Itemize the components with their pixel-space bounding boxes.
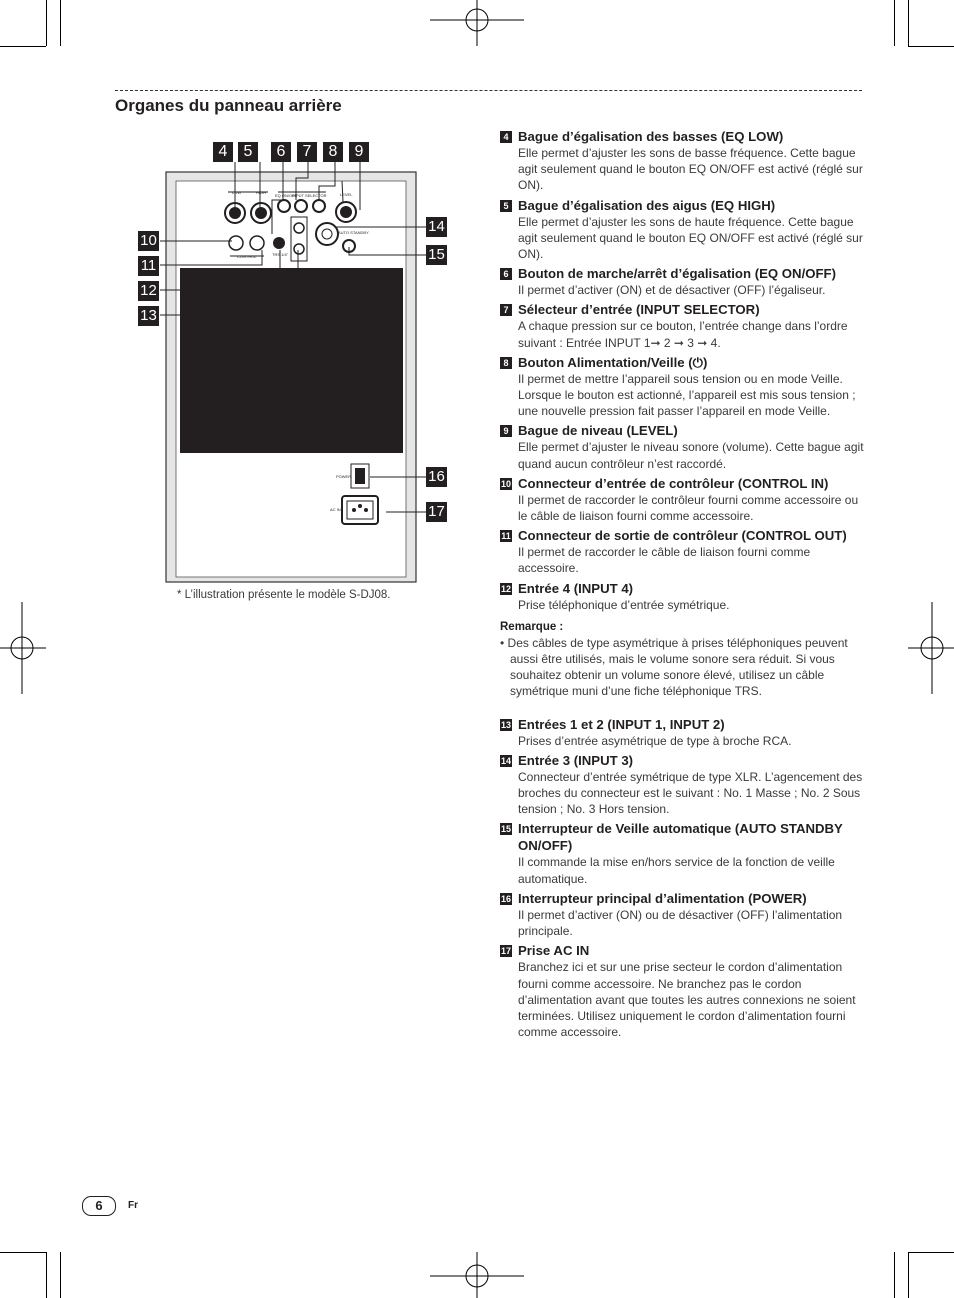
remark-block: [500, 619, 870, 700]
item-title: Prise AC IN: [518, 943, 590, 959]
callout-10: 10: [138, 231, 159, 251]
registration-mark-right: [908, 602, 954, 694]
item-body: Il commande la mise en/hors service de la fonction de veille automatique.: [518, 855, 835, 886]
panel-label-input-selector: INPUT SELECTOR: [292, 193, 327, 198]
panel-label-auto-standby: AUTO STANDBY: [338, 230, 369, 235]
registration-mark-top: [430, 0, 524, 46]
panel-label-low: LOW: [232, 190, 242, 195]
item-number: 7: [500, 304, 512, 316]
item-number: 12: [500, 583, 511, 594]
item-number: 4: [500, 131, 512, 143]
list-item: [500, 942, 870, 1040]
callout-7: 7: [297, 142, 317, 162]
item-title: Bague de niveau (LEVEL): [518, 423, 678, 439]
registration-mark-bottom: [430, 1252, 524, 1298]
callout-12: 12: [138, 281, 159, 301]
item-number: 10: [500, 478, 511, 489]
callout-6: 6: [271, 142, 291, 162]
item-body: Elle permet d’ajuster les sons de haute fréquence. Cette bague agit seulement quand le bouton EQ ON/OFF est activé (réglé sur ON).: [518, 214, 863, 262]
item-title: Bague d’égalisation des basses (EQ LOW): [518, 129, 784, 144]
callout-4: 4: [213, 142, 233, 162]
section-title: Organes du panneau arrière: [115, 96, 342, 115]
item-title: Entrées 1 et 2 (INPUT 1, INPUT 2): [518, 716, 725, 732]
item-title: Bouton Alimentation/Veille (⏻): [518, 354, 708, 370]
item-number: 5: [500, 200, 512, 212]
remark-heading: Remarque :: [500, 620, 564, 633]
list-item: [500, 580, 870, 613]
item-body: Prises d’entrée asymétrique de type à broche RCA.: [518, 733, 792, 748]
list-item: [500, 475, 870, 524]
page-number: 6: [82, 1196, 116, 1216]
item-number: 11: [501, 531, 511, 542]
item-body: Il permet de raccorder le contrôleur fourni comme accessoire ou le câble de liaison fourni comme accessoire.: [518, 492, 859, 524]
item-title: Connecteur d’entrée de contrôleur (CONTROL IN): [518, 475, 829, 491]
section-divider: [115, 90, 862, 91]
item-number: 15: [500, 824, 511, 835]
item-body: Prise téléphonique d’entrée symétrique.: [518, 597, 730, 612]
item-number: 8: [500, 357, 512, 369]
language-code: Fr: [128, 1200, 138, 1211]
list-item: [500, 128, 870, 194]
callout-16: 16: [426, 467, 447, 487]
item-number: 16: [500, 893, 511, 904]
item-body: Connecteur d’entrée symétrique de type XLR. L’agencement des broches du connecteur est le suivant : No. 1 Masse ; No. 2 Sous tension ; No. 3 Hors tension.: [518, 769, 863, 817]
item-body: Il permet de raccorder le câble de liaison fourni comme accessoire.: [518, 545, 811, 576]
registration-mark-left: [0, 602, 46, 694]
list-item: [500, 301, 870, 350]
remark-text: • Des câbles de type asymétrique à prises téléphoniques peuvent aussi être utilisés, mais le volume sonore sera réduit. Si vous souhaitez obtenir un volume sonore élevé, utilisez un câble symétrique muni d’une fiche téléphonique TRS.: [500, 635, 848, 699]
callout-5: 5: [238, 142, 258, 162]
list-item: [500, 265, 870, 298]
illustration-footnote: * L’illustration présente le modèle S-DJ08.: [177, 589, 391, 601]
item-title: Connecteur de sortie de contrôleur (CONTROL OUT): [518, 528, 847, 544]
item-title: Interrupteur principal d’alimentation (POWER): [518, 890, 807, 906]
item-body: Il permet d’activer (ON) ou de désactiver (OFF) l’alimentation principale.: [518, 907, 843, 939]
item-title: Entrée 3 (INPUT 3): [518, 752, 634, 768]
panel-label-control: CONTROL: [237, 254, 257, 259]
item-title: Interrupteur de Veille automatique (AUTO STANDBY ON/OFF): [518, 821, 843, 854]
item-body: A chaque pression sur ce bouton, l’entrée change dans l’ordre suivant : Entrée INPUT 1➞ 2 ➞ 3 ➞ 4.: [518, 319, 848, 350]
list-item: [500, 197, 870, 263]
item-body: Il permet d’activer (ON) et de désactiver (OFF) l’égaliseur.: [518, 283, 826, 298]
panel-label-ac-in: AC IN: [330, 507, 341, 512]
callout-14: 14: [426, 217, 447, 237]
list-item: [500, 354, 870, 420]
list-item: [500, 527, 870, 576]
description-column: [500, 128, 870, 1043]
callout-17: 17: [426, 502, 447, 522]
list-item: [500, 752, 870, 818]
callout-13: 13: [138, 306, 159, 326]
callout-15: 15: [426, 245, 447, 265]
item-body: Il permet de mettre l’appareil sous tension ou en mode Veille. Lorsque le bouton est actionné, l’appareil est mis sous tension ; une nouvelle pression fait passer l’appareil en mode Veille.: [518, 371, 856, 419]
item-title: Entrée 4 (INPUT 4): [518, 580, 634, 596]
callout-8: 8: [323, 142, 343, 162]
callout-leader-lines: [140, 140, 460, 540]
list-item: [500, 716, 870, 749]
item-number: 14: [500, 755, 511, 766]
panel-label-high: HIGH: [256, 190, 266, 195]
item-body: Branchez ici et sur une prise secteur le cordon d’alimentation fourni comme accessoire. Ne branchez pas le cordon d’alimentation avant que toutes les autres connexions ne soient terminées. Utilisez uniquement le cordon d’alimentation fourni comme accessoire.: [518, 960, 856, 1040]
panel-label-power: POWER: [336, 474, 352, 479]
panel-label-trs: TRS 1/4": [272, 252, 289, 257]
item-body: Elle permet d’ajuster les sons de basse fréquence. Cette bague agit seulement quand le bouton EQ ON/OFF est activé (réglé sur ON).: [518, 146, 863, 193]
list-item: [500, 422, 870, 471]
panel-label-eq-on-off: EQ ON/OFF: [275, 193, 297, 198]
item-title: Bouton de marche/arrêt d’égalisation (EQ ON/OFF): [518, 266, 837, 282]
callout-9: 9: [349, 142, 369, 162]
item-body: Elle permet d’ajuster le niveau sonore (volume). Cette bague agit quand aucun contrôleur n’est raccordé.: [518, 440, 864, 471]
callout-11: 11: [138, 256, 159, 276]
list-item: [500, 820, 870, 886]
item-title: Bague d’égalisation des aigus (EQ HIGH): [518, 197, 776, 213]
item-number: 17: [500, 946, 511, 957]
item-number: 9: [500, 425, 512, 437]
item-title: Sélecteur d’entrée (INPUT SELECTOR): [518, 302, 760, 318]
panel-label-level: LEVEL: [340, 192, 353, 197]
item-number: 13: [500, 719, 511, 730]
list-item: [500, 890, 870, 939]
item-number: 6: [500, 268, 512, 280]
